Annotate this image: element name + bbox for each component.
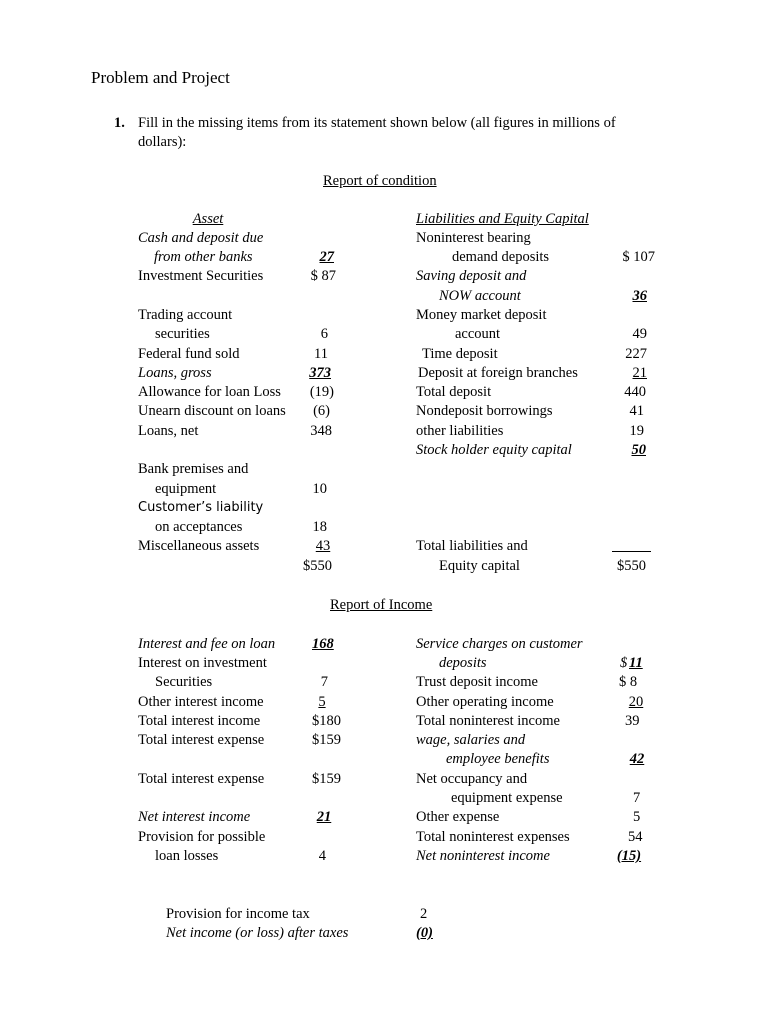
liability-total-value: $550	[617, 558, 646, 574]
asset-value: 27	[319, 249, 334, 265]
income-value: (15)	[616, 848, 642, 864]
question-line-1: Fill in the missing items from its statement shown below (all figures in millions of	[138, 115, 616, 131]
asset-value: 43	[315, 538, 331, 554]
income-label: equipment expense	[451, 790, 563, 806]
liability-label: Time deposit	[422, 346, 498, 362]
asset-label: Miscellaneous assets	[138, 538, 260, 554]
income-label: employee benefits	[446, 751, 550, 767]
liability-value: 227	[625, 346, 647, 362]
income-value: 39	[625, 713, 640, 729]
blank-underline	[612, 551, 651, 552]
liability-value: 440	[624, 384, 646, 400]
income-value-currency: $	[620, 655, 628, 671]
liabilities-header: Liabilities and Equity Capital	[416, 211, 589, 227]
asset-value: 11	[314, 346, 328, 362]
question-line-2: dollars):	[138, 134, 187, 150]
income-label: Net occupancy and	[416, 771, 528, 787]
asset-label: equipment	[155, 481, 217, 497]
asset-label: Cash and deposit due	[138, 230, 264, 246]
tax-label: Provision for income tax	[166, 906, 310, 922]
tax-value: 2	[420, 906, 428, 922]
liability-value: 21	[632, 365, 647, 381]
income-label: loan losses	[155, 848, 219, 864]
income-label: Service charges on customer	[416, 636, 583, 652]
income-label: Other expense	[416, 809, 500, 825]
liability-value: 41	[629, 403, 644, 419]
asset-value: (6)	[313, 403, 330, 419]
income-label: Trust deposit income	[416, 674, 538, 690]
income-value: 4	[318, 848, 326, 864]
asset-header: Asset	[192, 211, 224, 227]
income-label: Total interest expense	[138, 732, 265, 748]
asset-label: Unearn discount on loans	[138, 403, 286, 419]
income-label: Interest on investment	[138, 655, 267, 671]
income-label: Securities	[155, 674, 213, 690]
income-label: Interest and fee on loan	[138, 636, 276, 652]
asset-label: Loans, net	[138, 423, 199, 439]
asset-value: 18	[312, 519, 327, 535]
liability-label: Total deposit	[416, 384, 492, 400]
income-label: Total interest expense	[138, 771, 265, 787]
asset-value: 348	[310, 423, 332, 439]
liability-label: other liabilities	[416, 423, 504, 439]
income-label: Other operating income	[416, 694, 554, 710]
liability-label: Total liabilities and	[416, 538, 528, 554]
liability-label: Saving deposit and	[416, 268, 527, 284]
income-value: 5	[318, 694, 326, 710]
income-value: 7	[633, 790, 641, 806]
liability-label: Nondeposit borrowings	[416, 403, 553, 419]
question-number: 1.	[114, 115, 125, 131]
condition-heading: Report of condition	[323, 173, 437, 189]
asset-total-value: $550	[303, 558, 332, 574]
income-label: Other interest income	[138, 694, 264, 710]
liability-value: 50	[631, 442, 646, 458]
income-value: $159	[312, 732, 341, 748]
income-label: Total interest income	[138, 713, 261, 729]
liability-label: NOW account	[439, 288, 521, 304]
income-label: wage, salaries and	[416, 732, 526, 748]
liability-label: Equity capital	[439, 558, 520, 574]
income-label: Total noninterest expenses	[416, 829, 570, 845]
income-label: Net interest income	[138, 809, 251, 825]
income-value: 21	[316, 809, 332, 825]
asset-label: from other banks	[154, 249, 253, 265]
income-heading: Report of Income	[330, 597, 433, 613]
income-value: 168	[312, 636, 334, 652]
income-value: $180	[312, 713, 341, 729]
liability-label: account	[455, 326, 501, 342]
asset-label: securities	[155, 326, 210, 342]
liability-label: Stock holder equity capital	[416, 442, 572, 458]
liability-value: 36	[632, 288, 647, 304]
income-value: $159	[312, 771, 341, 787]
asset-value: 373	[309, 365, 331, 381]
income-label: Total noninterest income	[416, 713, 560, 729]
income-label: Provision for possible	[138, 829, 266, 845]
income-value: 42	[629, 751, 645, 767]
liability-value: 49	[632, 326, 647, 342]
net-income-label: Net income (or loss) after taxes	[166, 925, 349, 941]
asset-value: $ 87	[310, 268, 336, 284]
income-value: 20	[628, 694, 644, 710]
liability-label: demand deposits	[452, 249, 550, 265]
income-label: Net noninterest income	[416, 848, 550, 864]
liability-value: 19	[629, 423, 644, 439]
page-title: Problem and Project	[91, 68, 230, 87]
asset-value: 6	[320, 326, 328, 342]
income-value: 5	[633, 809, 641, 825]
asset-label: Customer’s liability	[138, 500, 264, 515]
income-value: $ 8	[619, 674, 638, 690]
asset-value: (19)	[309, 384, 334, 400]
asset-label: Federal fund sold	[138, 346, 240, 362]
asset-value: 10	[312, 481, 327, 497]
asset-label: Trading account	[138, 307, 233, 323]
asset-label: Investment Securities	[138, 268, 264, 284]
asset-label: Allowance for loan Loss	[138, 384, 281, 400]
income-value: 7	[320, 674, 328, 690]
liability-label: Money market deposit	[416, 307, 547, 323]
asset-label: Bank premises and	[138, 461, 249, 477]
liability-label: Deposit at foreign branches	[418, 365, 578, 381]
liability-value: $ 107	[622, 249, 655, 265]
asset-label: on acceptances	[155, 519, 243, 535]
income-label: deposits	[439, 655, 487, 671]
net-income-value: (0)	[416, 925, 433, 941]
asset-label: Loans, gross	[138, 365, 212, 381]
income-value: 54	[628, 829, 643, 845]
liability-label: Noninterest bearing	[416, 230, 531, 246]
income-value: 11	[629, 655, 643, 671]
